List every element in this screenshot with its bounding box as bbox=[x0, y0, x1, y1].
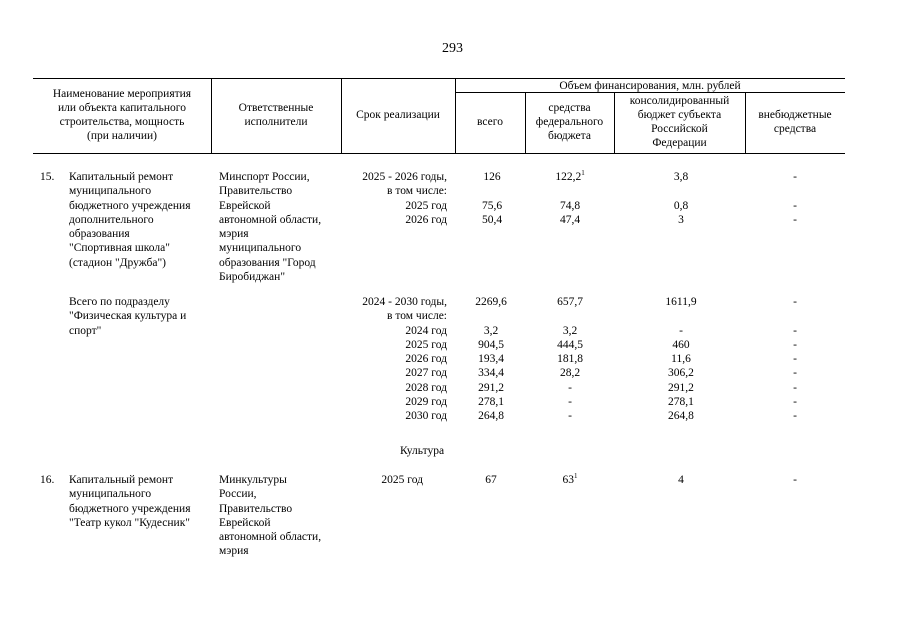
subtotal-total: 2269,6 3,2 904,5 193,4 334,4 291,2 278,1 264,8 bbox=[475, 296, 507, 423]
row-name: Капитальный ремонт муниципального бюджетного учреждения дополнительного образования "Спортивная школа" (стадион "Дружба") bbox=[69, 171, 191, 269]
row-federal: 122,2$^1$ 74,8 47,4 bbox=[555, 169, 585, 226]
header-extra: внебюджетные средства bbox=[758, 109, 832, 135]
footnote-marker: 1 bbox=[581, 169, 585, 177]
row-period: 2025 - 2026 годы, в том числе: 2025 год 2026 год bbox=[362, 171, 447, 226]
row-extra: - bbox=[793, 474, 797, 486]
header-federal: средства федерального бюджета bbox=[535, 102, 604, 142]
subtotal-federal: 657,7 3,2 444,5 181,8 28,2 - - - bbox=[557, 296, 583, 423]
row-period: 2025 год bbox=[381, 474, 423, 486]
subtotal-name: Всего по подразделу "Физическая культура и спорт" bbox=[69, 296, 187, 337]
federal-value: 122,2 bbox=[555, 171, 582, 183]
row-total: 126 75,6 50,4 bbox=[481, 171, 503, 226]
row-regional: 3,8 0,8 3 bbox=[673, 171, 689, 226]
subtotal-period: 2024 - 2030 годы, в том числе: 2024 год 2025 год 2026 год 2027 год 2028 год 2029 год 2030 год bbox=[362, 296, 447, 423]
row-name: Капитальный ремонт муниципального бюджетного учреждения "Театр кукол "Кудесник" bbox=[69, 474, 191, 529]
footnote-marker: 1 bbox=[574, 472, 578, 480]
subtotal-regional: 1611,9 - 460 11,6 306,2 291,2 278,1 264,8 bbox=[665, 296, 697, 423]
row-total: 67 bbox=[485, 474, 497, 486]
header-period: Срок реализации bbox=[356, 109, 440, 121]
section-title: Культура bbox=[400, 445, 445, 457]
row-regional: 4 bbox=[678, 474, 684, 486]
header-regional: консолидированный бюджет субъекта Российской Федерации bbox=[629, 95, 730, 149]
row-responsible: Минкультуры России, Правительство Еврейской автономной области, мэрия bbox=[219, 474, 322, 558]
header-total: всего bbox=[477, 116, 503, 128]
row-number: 16. bbox=[40, 474, 55, 486]
row-extra: - - - bbox=[793, 171, 797, 226]
subtotal-extra: - - - - - - - - bbox=[793, 296, 797, 423]
federal-value: 63 bbox=[562, 474, 574, 486]
header-responsible: Ответственные исполнители bbox=[238, 102, 314, 128]
page-number: 293 bbox=[442, 41, 463, 56]
header-name: Наименование мероприятия или объекта капитального строительства, мощность (при наличии) bbox=[52, 88, 192, 142]
row-number: 15. bbox=[40, 171, 55, 183]
header-funding-group: Объем финансирования, млн. рублей bbox=[559, 80, 741, 92]
row-federal bbox=[562, 472, 585, 487]
row-responsible: Минспорт России, Правительство Еврейской автономной области, мэрия муниципального образования "Город Биробиджан" bbox=[219, 171, 322, 284]
header-bottom-rule bbox=[33, 153, 845, 154]
